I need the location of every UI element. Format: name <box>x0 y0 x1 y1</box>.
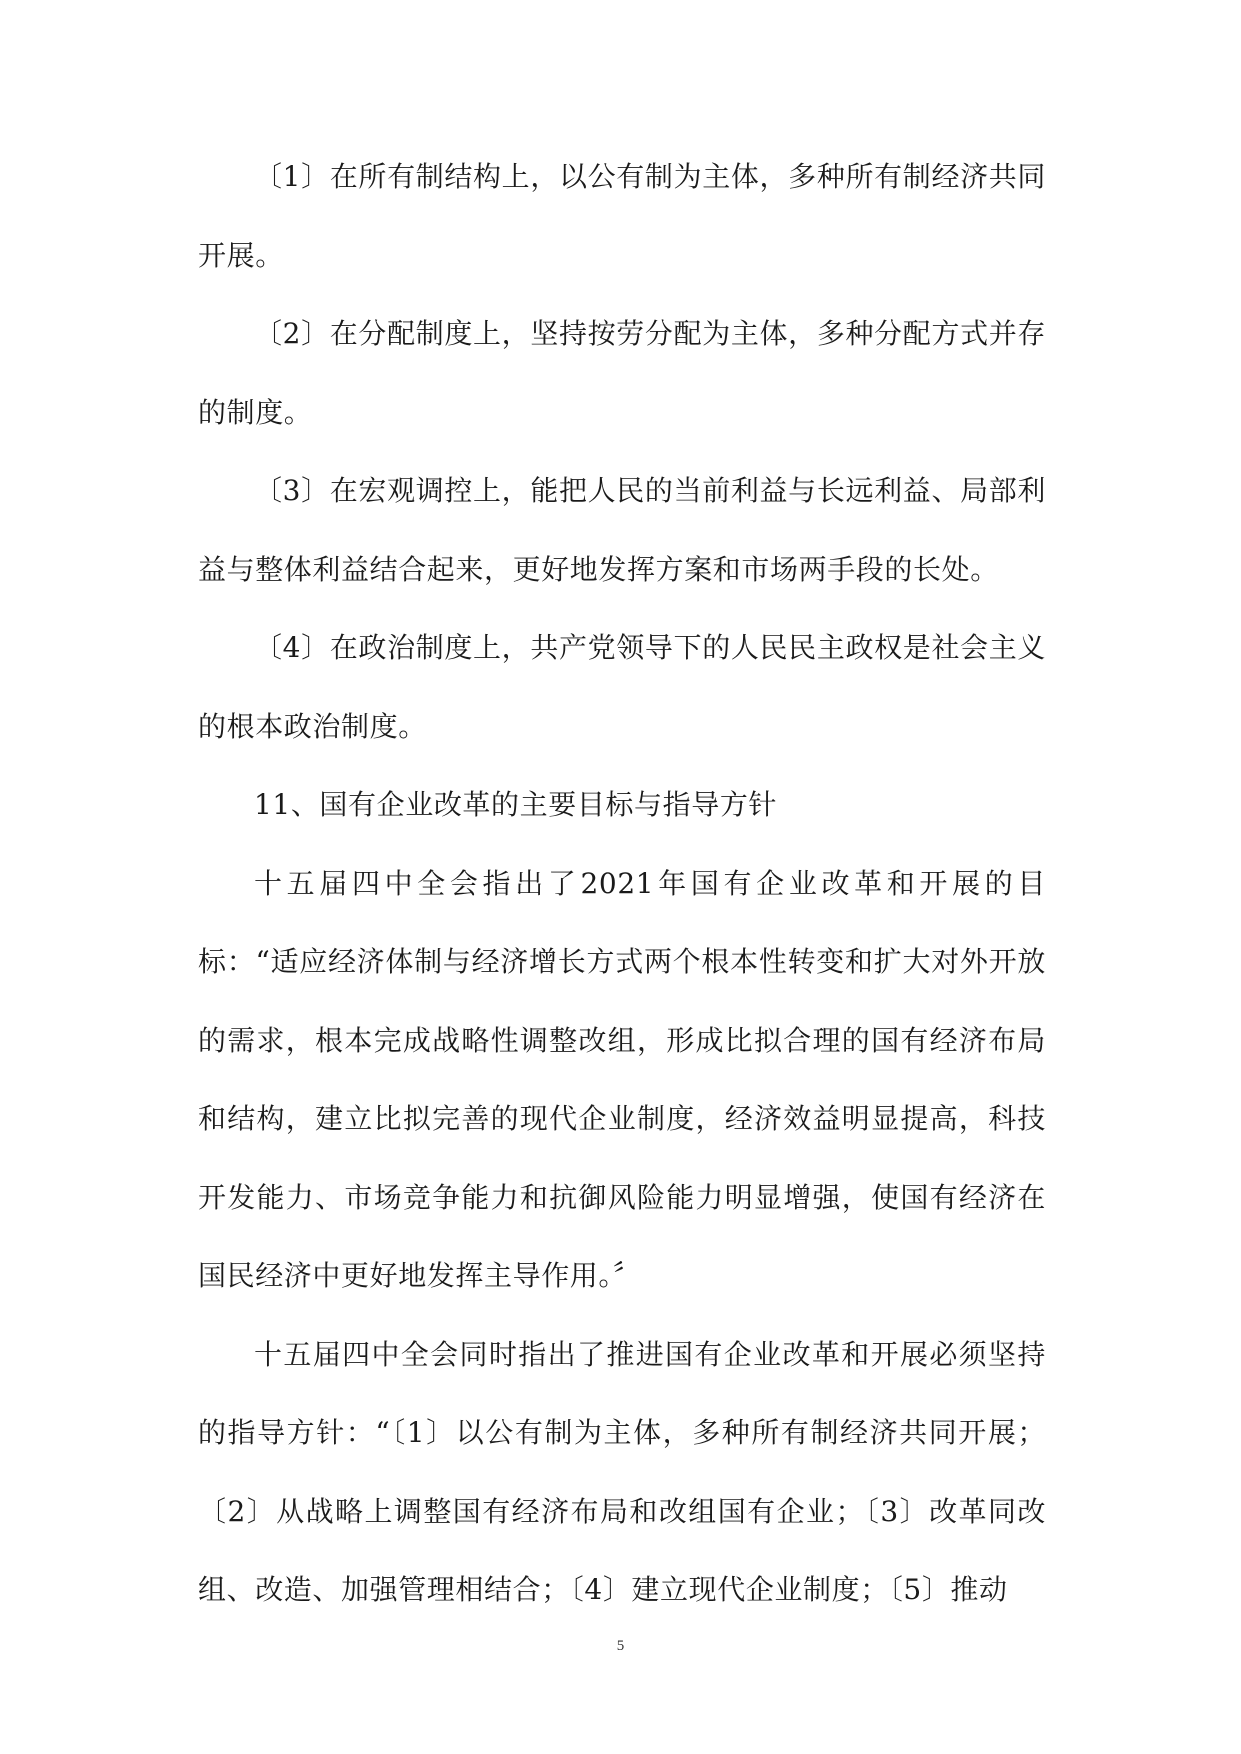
paragraph-macro-control: 〔3〕在宏观调控上，能把人民的当前利益与长远利益、局部利益与整体利益结合起来，更好地发挥方案和市场两手段的长处。 <box>198 474 1046 586</box>
document-body <box>198 138 1046 1630</box>
section-heading: 11、国有企业改革的主要目标与指导方针 <box>254 788 778 821</box>
page-number: 5 <box>616 1638 625 1654</box>
paragraph-distribution-system: 〔2〕在分配制度上，坚持按劳分配为主体，多种分配方式并存的制度。 <box>198 317 1046 429</box>
paragraph-political-system: 〔4〕在政治制度上，共产党领导下的人民民主政权是社会主义的根本政治制度。 <box>198 631 1046 743</box>
paragraph-ownership-structure: 〔1〕在所有制结构上，以公有制为主体，多种所有制经济共同开展。 <box>198 160 1046 272</box>
paragraph-reform-goals: 十五届四中全会指出了2021年国有企业改革和开展的目标：“适应经济体制与经济增长方式两个根本性转变和扩大对外开放的需求，根本完成战略性调整改组，形成比拟合理的国有经济布局和结构，建立比拟完善的现代企业制度，经济效益明显提高，科技开发能力、市场竞争能力和抗御风险能力明显增强，使国有经济在国民经济中更好地发挥主导作用。〞 <box>198 866 1046 1292</box>
paragraph-guiding-principles: 十五届四中全会同时指出了推进国有企业改革和开展必须坚持的指导方针：“〔1〕以公有制为主体，多种所有制经济共同开展；〔2〕从战略上调整国有经济布局和改组国有企业；〔3〕改革同改组、改造、加强管理相结合；〔4〕建立现代企业制度；〔5〕推动 <box>198 1337 1046 1606</box>
